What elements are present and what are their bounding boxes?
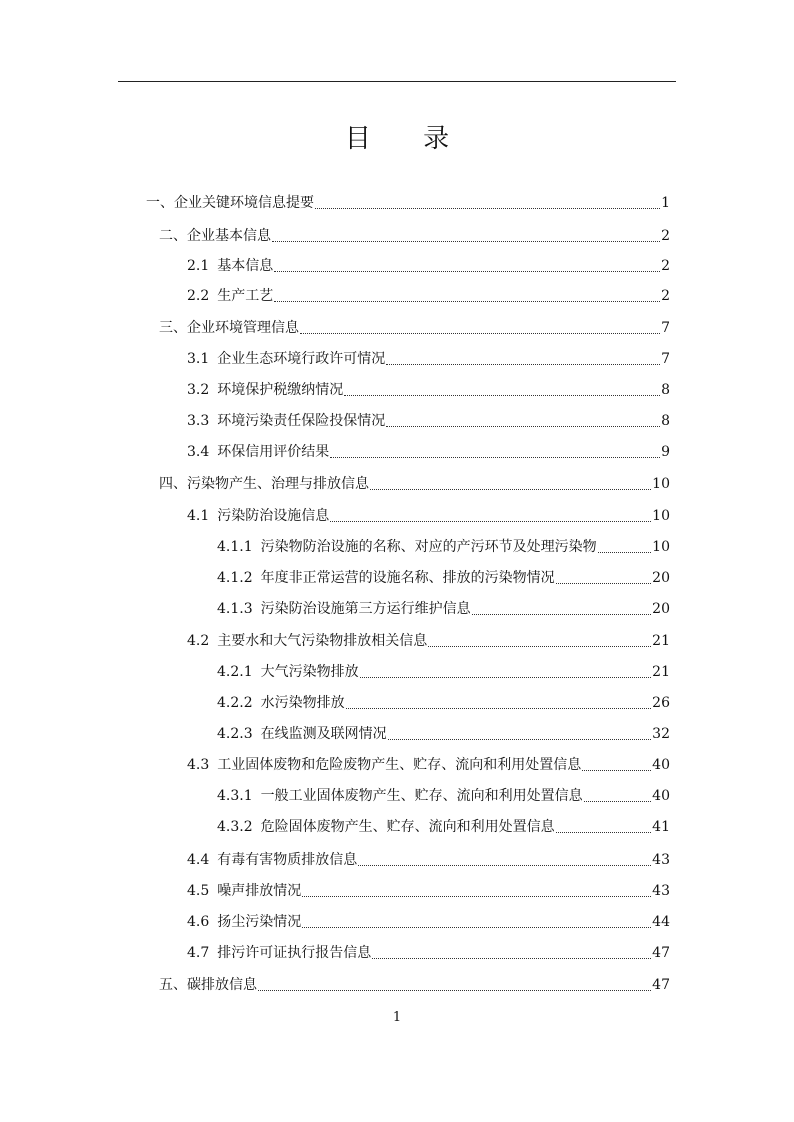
toc-entry-title: 水污染物排放	[260, 695, 345, 711]
toc-entry[interactable]	[217, 816, 670, 838]
dot-leader	[556, 831, 652, 833]
toc-entry-title: 环境污染责任保险投保情况	[217, 413, 386, 429]
toc-entry-title: 在线监测及联网情况	[260, 726, 387, 742]
dot-leader	[302, 895, 651, 897]
toc-entry-number: 4.1.1	[217, 539, 253, 555]
toc-entry-number: 4.2.3	[217, 726, 253, 742]
toc-entry-title: 环境保护税缴纳情况	[217, 382, 344, 398]
toc-entry[interactable]	[187, 379, 670, 401]
toc-entry-number: 4.2	[187, 633, 210, 649]
toc-entry-title: 污染防治设施第三方运行维护信息	[260, 601, 471, 617]
dot-leader	[386, 363, 660, 365]
toc-entry-page: 21	[652, 633, 670, 649]
toc-entry-title: 污染物防治设施的名称、对应的产污环节及处理污染物	[260, 539, 597, 555]
dot-leader	[360, 676, 652, 678]
toc-entry-title: 主要水和大气污染物排放相关信息	[217, 633, 428, 649]
toc-entry-title: 环保信用评价结果	[217, 444, 330, 460]
toc-entry-page: 2	[661, 258, 670, 274]
toc-entry-number: 4.2.2	[217, 695, 253, 711]
toc-entry-page: 7	[661, 320, 670, 336]
dot-leader	[372, 957, 651, 959]
toc-entry-title: 二、企业基本信息	[159, 228, 271, 244]
toc-entry-number: 2.1	[187, 258, 210, 274]
dot-leader	[258, 989, 651, 991]
dot-leader	[330, 520, 651, 522]
toc-entry-page: 26	[652, 695, 670, 711]
toc-entry-title: 噪声排放情况	[217, 883, 302, 899]
toc-entry-page: 1	[661, 195, 670, 211]
toc-entry-title: 扬尘污染情况	[217, 914, 302, 930]
toc-entry-page: 8	[661, 382, 670, 398]
dot-leader	[330, 456, 660, 458]
toc-entry-number: 3.4	[187, 444, 210, 460]
toc-entry[interactable]	[187, 630, 670, 652]
toc-entry-page: 2	[661, 228, 670, 244]
toc-entry-title: 年度非正常运营的设施名称、排放的污染物情况	[260, 570, 555, 586]
toc-entry-page: 20	[652, 601, 670, 617]
toc-entry-number: 4.6	[187, 914, 210, 930]
toc-entry-title: 基本信息	[217, 258, 274, 274]
toc-entry-page: 20	[652, 570, 670, 586]
toc-entry-page: 47	[652, 945, 670, 961]
dot-leader	[315, 207, 660, 209]
dot-leader	[386, 425, 660, 427]
toc-entry[interactable]	[159, 974, 670, 996]
toc-entry-number: 4.1.3	[217, 601, 253, 617]
toc-entry[interactable]	[187, 880, 670, 902]
toc-entry-title: 大气污染物排放	[260, 664, 359, 680]
toc-entry[interactable]	[187, 942, 670, 964]
toc-entry-title: 排污许可证执行报告信息	[217, 945, 372, 961]
toc-entry-page: 9	[661, 444, 670, 460]
toc-entry[interactable]	[187, 849, 670, 871]
toc-entry-page: 40	[652, 788, 670, 804]
toc-entry[interactable]	[187, 410, 670, 432]
toc-entry-title: 企业生态环境行政许可情况	[217, 351, 386, 367]
toc-entry-title: 一、企业关键环境信息提要	[146, 195, 314, 211]
dot-leader	[274, 300, 660, 302]
toc-entry-title: 生产工艺	[217, 288, 274, 304]
dot-leader	[358, 864, 651, 866]
toc-entry-page: 41	[652, 819, 670, 835]
dot-leader	[370, 488, 651, 490]
toc-entry-number: 3.2	[187, 382, 210, 398]
toc-entry-title: 有毒有害物质排放信息	[217, 852, 358, 868]
toc-entry-number: 4.3.1	[217, 788, 253, 804]
toc-entry[interactable]	[187, 911, 670, 933]
dot-leader	[584, 800, 652, 802]
toc-entry[interactable]	[187, 505, 670, 527]
toc-entry-title: 一般工业固体废物产生、贮存、流向和利用处置信息	[260, 788, 583, 804]
toc-entry-number: 4.1.2	[217, 570, 253, 586]
dot-leader	[388, 738, 652, 740]
toc-entry-page: 10	[652, 476, 670, 492]
dot-leader	[582, 769, 651, 771]
toc-entry-number: 4.3	[187, 757, 210, 773]
toc-entry-number: 3.3	[187, 413, 210, 429]
toc-entry-page: 40	[652, 757, 670, 773]
toc-entry-title: 工业固体废物和危险废物产生、贮存、流向和利用处置信息	[217, 757, 582, 773]
toc-entry[interactable]	[217, 692, 670, 714]
toc-entry[interactable]	[187, 441, 670, 463]
toc-entry[interactable]	[159, 225, 670, 247]
toc-entry-title: 危险固体废物产生、贮存、流向和利用处置信息	[260, 819, 555, 835]
toc-entry[interactable]	[146, 192, 670, 214]
dot-leader	[272, 240, 660, 242]
page-number: 1	[392, 1010, 402, 1025]
toc-entry-number: 4.5	[187, 883, 210, 899]
dot-leader	[598, 551, 652, 553]
toc-entry-page: 8	[661, 413, 670, 429]
toc-entry-title: 三、企业环境管理信息	[159, 320, 299, 336]
toc-entry[interactable]	[187, 285, 670, 307]
dot-leader	[428, 645, 651, 647]
dot-leader	[344, 394, 660, 396]
toc-entry-page: 44	[652, 914, 670, 930]
toc-entry[interactable]	[159, 317, 670, 339]
page-title: 目 录	[344, 124, 472, 154]
toc-entry[interactable]	[217, 661, 670, 683]
toc-entry[interactable]	[217, 567, 670, 589]
dot-leader	[300, 332, 660, 334]
toc-entry-number: 4.4	[187, 852, 210, 868]
toc-entry-title: 四、污染物产生、治理与排放信息	[159, 476, 369, 492]
toc-entry-page: 47	[652, 977, 670, 993]
toc-entry-page: 10	[652, 539, 670, 555]
toc-entry-number: 4.2.1	[217, 664, 253, 680]
toc-entry-page: 2	[661, 288, 670, 304]
toc-entry-page: 7	[661, 351, 670, 367]
toc-entry[interactable]	[159, 473, 670, 495]
toc-entry-number: 2.2	[187, 288, 210, 304]
toc-entry-page: 43	[652, 883, 670, 899]
dot-leader	[472, 613, 652, 615]
dot-leader	[274, 270, 660, 272]
dot-leader	[302, 926, 651, 928]
dot-leader	[346, 707, 652, 709]
toc-entry[interactable]	[187, 348, 670, 370]
toc-entry[interactable]	[187, 255, 670, 277]
toc-entry-page: 43	[652, 852, 670, 868]
toc-entry-page: 10	[652, 508, 670, 524]
toc-entry-page: 32	[652, 726, 670, 742]
toc-entry[interactable]	[217, 785, 670, 807]
toc-entry-number: 4.1	[187, 508, 210, 524]
toc-entry[interactable]	[187, 754, 670, 776]
toc-entry-title: 污染防治设施信息	[217, 508, 330, 524]
toc-entry-number: 4.3.2	[217, 819, 253, 835]
toc-entry[interactable]	[217, 536, 670, 558]
toc-entry-page: 21	[652, 664, 670, 680]
toc-entry-number: 4.7	[187, 945, 210, 961]
toc-entry[interactable]	[217, 723, 670, 745]
toc-entry-number: 3.1	[187, 351, 210, 367]
toc-entry[interactable]	[217, 598, 670, 620]
dot-leader	[556, 582, 652, 584]
toc-entry-title: 五、碳排放信息	[159, 977, 257, 993]
